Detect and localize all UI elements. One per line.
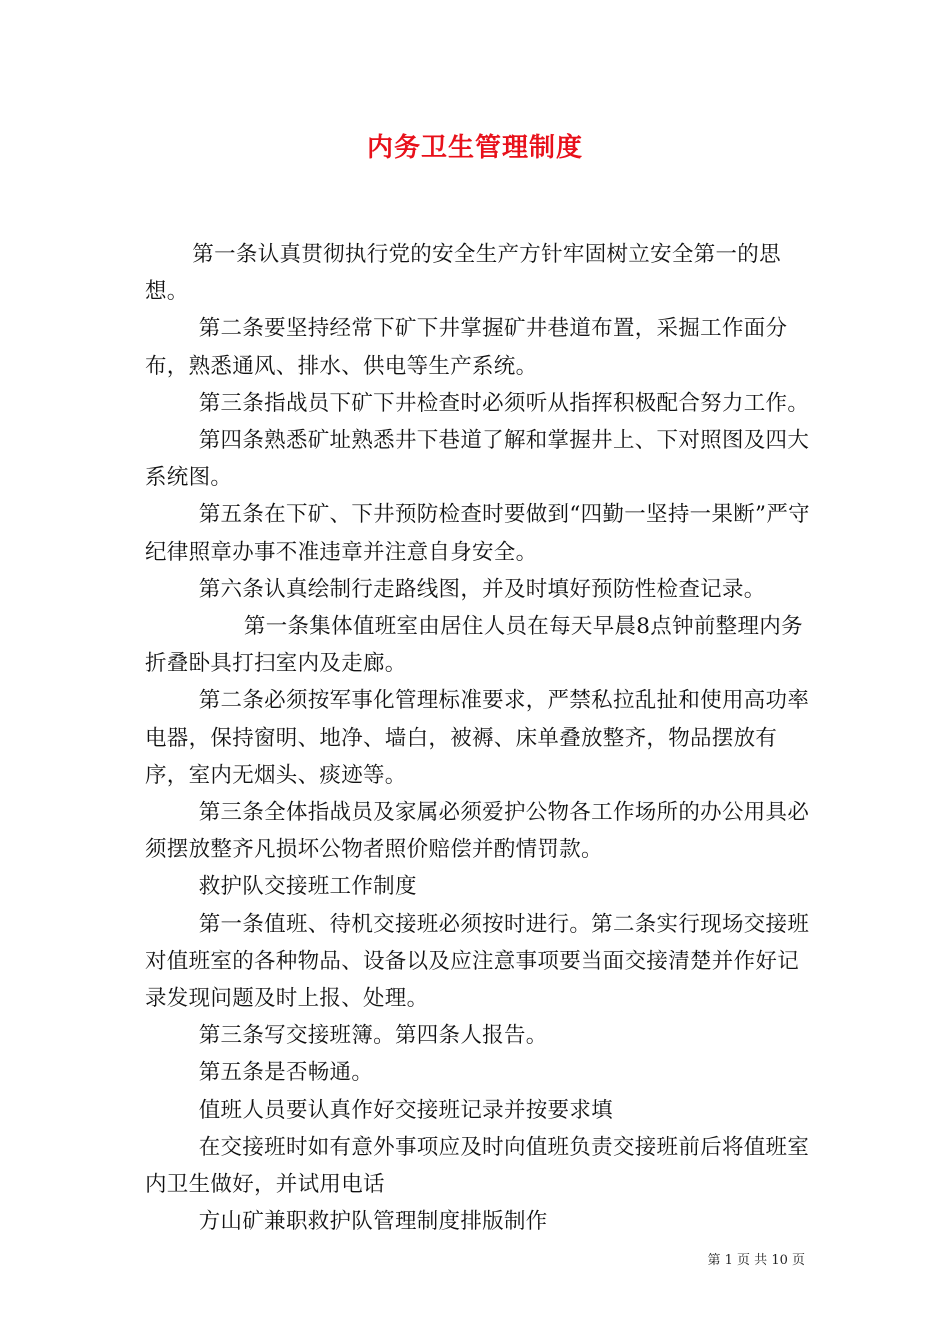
- document-title: 内务卫生管理制度: [366, 133, 583, 163]
- paragraph-12: 第三条写交接班簿。第四条人报告。: [198, 1023, 548, 1049]
- paragraph-7: 第一条集体值班室由居住人员在每天早晨8点钟前整理内务折叠卧具打扫室内及走廊。: [145, 614, 803, 677]
- page-number-footer: 第 1 页 共 10 页: [707, 1253, 805, 1268]
- paragraph-14: 值班人员要认真作好交接班记录并按要求填: [198, 1097, 613, 1123]
- document-body: [145, 236, 810, 1240]
- section-heading-handover: 救护队交接班工作制度: [198, 874, 417, 900]
- paragraph-15: 在交接班时如有意外事项应及时向值班负责交接班前后将值班室内卫生做好，并试用电话: [145, 1134, 810, 1198]
- paragraph-2: 第二条要坚持经常下矿下井掌握矿井巷道布置，采掘工作面分布，熟悉通风、排水、供电等生产系统。: [145, 316, 788, 379]
- paragraph-9: 第三条全体指战员及家属必须爱护公物各工作场所的办公用具必须摆放整齐凡损坏公物者照价赔偿并酌情罚款。: [145, 800, 810, 863]
- paragraph-6: 第六条认真绘制行走路线图，并及时填好预防性检查记录。: [198, 576, 766, 602]
- paragraph-4: 第四条熟悉矿址熟悉井下巷道了解和掌握井上、下对照图及四大系统图。: [145, 428, 810, 491]
- paragraph-3: 第三条指战员下矿下井检查时必须听从指挥积极配合努力工作。: [198, 390, 810, 416]
- paragraph-13: 第五条是否畅通。: [198, 1060, 374, 1086]
- paragraph-16: 方山矿兼职救护队管理制度排版制作: [198, 1209, 548, 1235]
- paragraph-5: 第五条在下矿、下井预防检查时要做到“四勤一坚持一果断”严守纪律照章办事不准违章并注意自身安全。: [145, 502, 810, 565]
- paragraph-11: 第一条值班、待机交接班必须按时进行。第二条实行现场交接班对值班室的各种物品、设备以及应注意事项要当面交接清楚并作好记录发现问题及时上报、处理。: [145, 911, 810, 1012]
- paragraph-8: 第二条必须按军事化管理标准要求，严禁私拉乱扯和使用高功率电器，保持窗明、地净、墙白，被褥、床单叠放整齐，物品摆放有序，室内无烟头、痰迹等。: [145, 688, 810, 788]
- paragraph-1: 第一条认真贯彻执行党的安全生产方针牢固树立安全第一的思想。: [145, 242, 781, 305]
